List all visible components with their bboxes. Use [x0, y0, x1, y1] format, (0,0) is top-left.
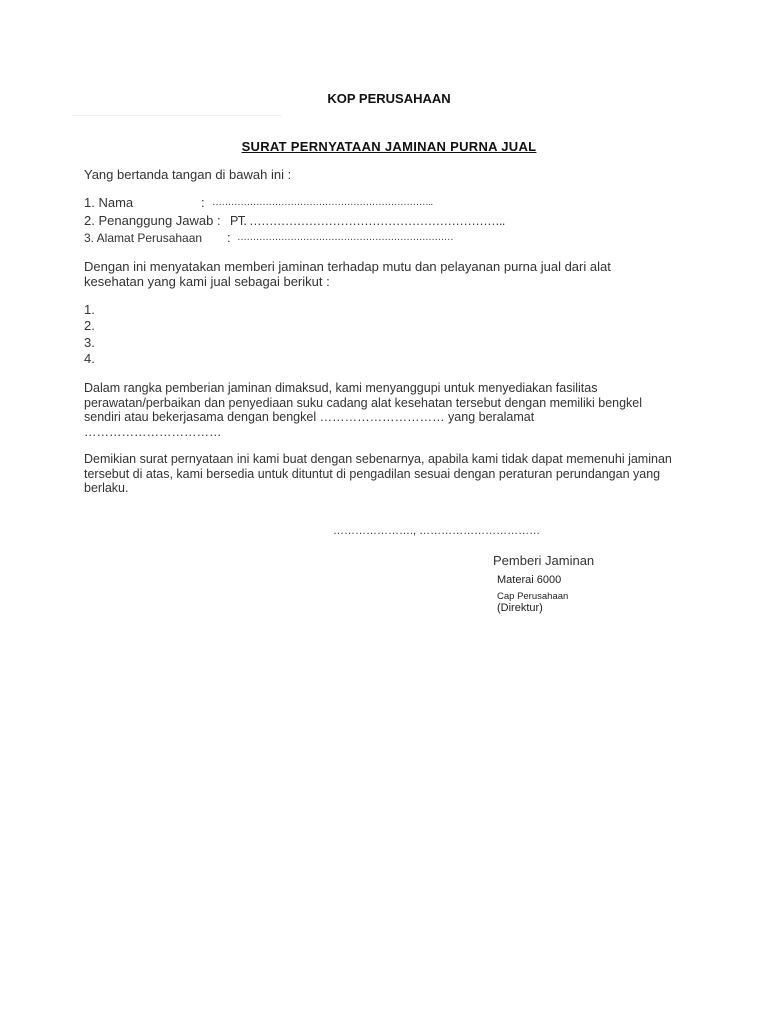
field-address-value: ……………………………………………………………	[237, 232, 454, 243]
signature-giver-label: Pemberi Jaminan	[493, 553, 595, 568]
list-item: 2.	[84, 318, 95, 333]
document-title-text: SURAT PERNYATAAN JAMINAN PURNA JUAL	[241, 139, 537, 154]
field-responsible-label: 2. Penanggung Jawab :	[84, 213, 221, 228]
letterhead-placeholder: KOP PERUSAHAAN	[327, 91, 451, 106]
list-item: 1.	[84, 302, 95, 317]
signer-role: (Direktur)	[497, 602, 543, 614]
facility-paragraph: Dalam rangka pemberian jaminan dimaksud, kami menyanggupi untuk menyediakan fasilitas perawatan/perbaikan dan penyediaan suku cadang alat kesehatan tersebut dengan memiliki bengkel sendiri atau bekerjasama dengan bengkel ………………………… yang beralamat ……………………………	[84, 381, 643, 439]
document-title	[0, 139, 768, 154]
field-name-colon: :	[201, 195, 205, 210]
letterhead-divider	[72, 115, 282, 116]
company-stamp-note: Cap Perusahaan	[497, 591, 569, 602]
field-responsible-value: PT. ………………………………………………………..	[230, 214, 505, 228]
field-address-colon: :	[227, 230, 231, 245]
stamp-duty-note: Materai 6000	[497, 574, 562, 586]
closing-paragraph: Demikian surat pernyataan ini kami buat dengan sebenarnya, apabila kami tidak dapat memenuhi jaminan tersebut di atas, kami bersedia untuk dituntut di pengadilan sesuai dengan peraturan perundangan yang berlaku.	[84, 452, 672, 495]
place-date-line: …………………., ……………………………	[333, 525, 541, 537]
field-name-label: 1. Nama	[84, 195, 134, 210]
intro-text: Yang bertanda tangan di bawah ini :	[84, 167, 292, 182]
field-name-value: ……………………………………………………………..	[212, 197, 433, 208]
list-item: 3.	[84, 335, 95, 350]
field-address-label: 3. Alamat Perusahaan	[84, 231, 203, 245]
statement-paragraph: Dengan ini menyatakan memberi jaminan terhadap mutu dan pelayanan purna jual dari alat kesehatan yang kami jual sebagai berikut :	[84, 259, 611, 289]
list-item: 4.	[84, 351, 95, 366]
